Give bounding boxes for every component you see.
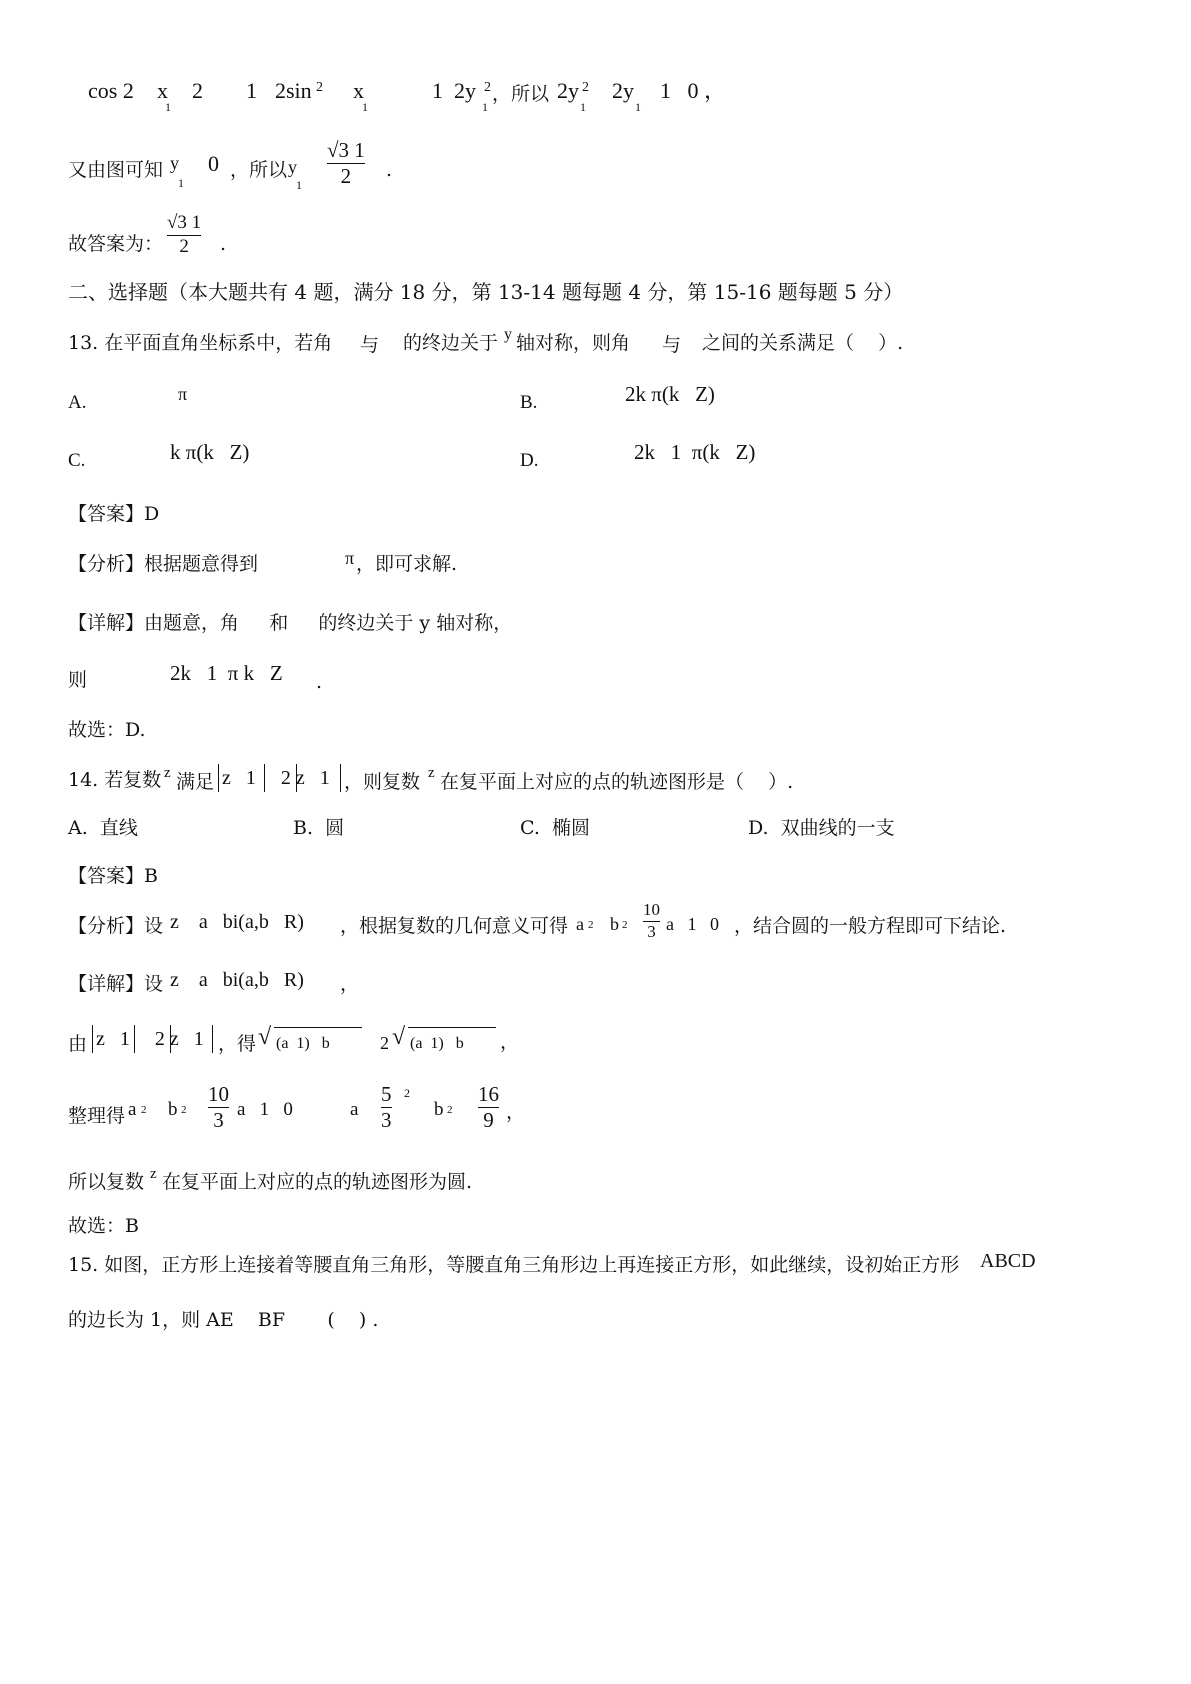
math-text: 2y [612,78,634,103]
option-d-label: D. [520,450,539,471]
fraction-denominator: 3 [381,1108,392,1132]
math-text: 2k 1 π k Z [170,661,283,685]
math-text: 2sin [275,78,312,103]
text: 与 [360,334,380,356]
superscript: 2 [141,1104,147,1116]
fraction-numerator: 5 [381,1082,392,1106]
math-text: z 1 2 z 1 [96,1028,204,1050]
math-text: z 1 2 z 1 [222,767,330,789]
detail: 【详解】设 [68,973,164,995]
text: ，即可求解. [356,553,458,575]
abs-bar [170,1025,171,1053]
text: ，所以 [230,159,288,181]
math-text: z a bi(a,b R) [170,969,304,991]
subscript: 1 [580,100,586,114]
option-c: C. 椭圆 [520,817,590,839]
math-text: 2y [557,78,579,103]
abs-bar [134,1025,135,1053]
text: 轴对称，则角 [516,332,631,354]
superscript: 2 [181,1104,187,1116]
text: 之间的关系满足（ ）. [702,332,904,354]
subscript: 1 [296,178,302,192]
option-a: A. 直线 [68,817,138,839]
text: 故答案为： [68,233,164,255]
math-text: b [434,1099,444,1120]
math-text: π [345,548,355,568]
superscript: 2 [582,80,589,95]
option-a-label: A. [68,392,87,413]
math-text: 2 [192,78,203,103]
math-text: z a bi(a,b R) [170,911,304,933]
option-c-label: C. [68,450,86,471]
analysis: 【分析】设 [68,915,164,937]
text: 所以复数 [68,1171,145,1193]
text: ，根据复数的几何意义可得 [340,915,569,937]
question-stem-continued: 的边长为 1，则 AE BF ( ) . [68,1309,379,1331]
sqrt-sign: √ [258,1024,272,1050]
option-c: k π(k Z) [170,440,250,464]
abs-bar [92,1025,93,1053]
math-text: y [504,326,512,343]
math-text: z [428,765,435,781]
math-text: (a 1) b [410,1035,464,1052]
fraction-numerator: 10 [643,900,660,919]
option-d: D. 双曲线的一支 [748,817,895,839]
text: . [220,233,227,255]
answer-label: 【答案】B [68,865,158,887]
math-text: cos 2 [88,78,134,103]
superscript: 2 [484,80,491,95]
fraction-numerator: 10 [208,1082,229,1106]
answer-label: 【答案】D [68,503,160,525]
superscript: 2 [316,80,323,95]
subscript: 1 [482,100,488,114]
abs-bar [218,764,219,792]
math-text: 2 [380,1033,389,1053]
text: 与 [662,334,682,356]
text: 在复平面上对应的点的轨迹图形为圆. [162,1171,473,1193]
option-d: 2k 1 π(k Z) [634,440,756,464]
math-text: a [350,1099,359,1120]
text: 满足 [176,771,215,793]
math-text: b [610,914,619,934]
option-b: B. 圆 [293,817,345,839]
superscript: 2 [622,919,628,931]
text: 又由图可知 [68,159,164,181]
text: ，所以 [492,83,550,105]
question-stem: 13. 在平面直角坐标系中，若角 [68,332,333,354]
text: 由 [68,1033,88,1055]
text: . [316,671,323,693]
fraction-numerator: √3 1 [167,212,202,233]
text: 整理得 [68,1105,126,1127]
text: 则 [68,669,88,691]
math-text: 0 [208,151,219,176]
math-text: 1 0 ， [660,78,727,103]
text: 的终边关于 [403,332,499,354]
fraction-denominator: 2 [179,236,189,257]
text: ，得 [218,1033,257,1055]
math-text: a [576,914,584,934]
option-b: 2k π(k Z) [625,382,715,406]
superscript: 2 [404,1086,410,1100]
superscript: 2 [588,919,594,931]
sqrt-sign: √ [392,1024,406,1050]
fraction-denominator: 2 [340,164,352,188]
option-a: π [178,384,188,404]
math-text: a 1 0 [666,914,719,934]
abs-bar [212,1025,213,1053]
choice-result: 故选：B [68,1215,139,1237]
question-stem: 14. 若复数 [68,769,162,791]
math-text: a [128,1099,137,1120]
fraction-numerator: 16 [478,1082,499,1106]
question-stem: 15. 如图，正方形上连接着等腰直角三角形，等腰直角三角形边上再连接正方形，如此继续，设初始正方形 [68,1254,960,1276]
fraction [167,212,201,258]
fraction [643,900,660,942]
fraction-denominator: 3 [213,1108,224,1132]
text: ，则复数 [344,771,421,793]
fraction [208,1082,229,1132]
sqrt-bar [408,1027,496,1028]
abs-bar [264,764,265,792]
text: ， [340,973,360,995]
detail: 【详解】由题意，角 和 的终边关于 y 轴对称， [68,612,513,634]
abs-bar [340,764,341,792]
fraction-denominator: 9 [483,1108,494,1132]
sqrt-bar [274,1027,362,1028]
math-text: a 1 0 [237,1099,293,1120]
math-text: 1 [246,78,257,103]
math-text: z [164,765,171,781]
math-text: ABCD [980,1250,1036,1272]
subscript: 1 [362,100,368,114]
text: ，结合圆的一般方程即可下结论. [734,915,1007,937]
option-b-label: B. [520,392,538,413]
math-text: 1 2y [432,78,476,103]
fraction [381,1082,392,1132]
abs-bar [296,764,297,792]
section-heading: 二、选择题（本大题共有 4 题，满分 18 分，第 13-14 题每题 4 分，第 15-16 题每题 5 分） [68,280,904,304]
subscript: 1 [165,100,171,114]
text: ， [506,1101,526,1123]
text: ， [500,1031,520,1053]
math-text: (a 1) b [276,1035,330,1052]
math-text: x [353,78,364,103]
math-text: z [150,1166,157,1182]
subscript: 1 [178,176,184,190]
math-text: x [157,78,168,103]
fraction-numerator: √3 1 [327,138,365,162]
text: . [386,159,393,181]
subscript: 1 [635,100,641,114]
superscript: 2 [447,1104,453,1116]
math-text: y [288,157,297,177]
fraction [327,138,365,188]
math-text: y [170,153,179,173]
fraction [478,1082,499,1132]
fraction-denominator: 3 [647,922,656,941]
text: 在复平面上对应的点的轨迹图形是（ ）. [440,771,794,793]
choice-result: 故选：D. [68,719,146,741]
math-text: b [168,1099,178,1120]
analysis: 【分析】根据题意得到 [68,553,259,575]
